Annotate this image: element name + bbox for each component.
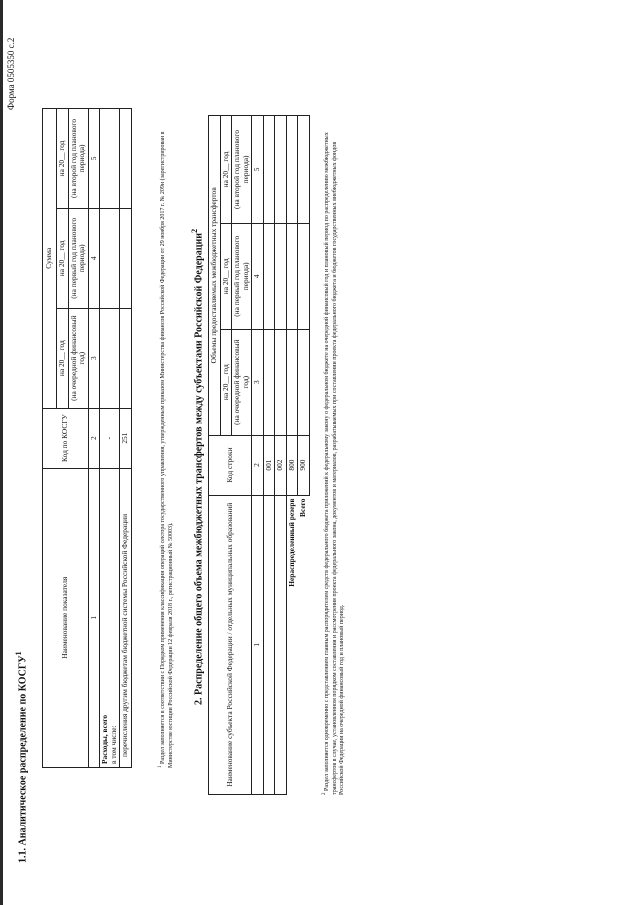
cell-total-1[interactable] <box>100 308 120 408</box>
value-cell[interactable] <box>263 116 275 224</box>
cell-transfer-3[interactable] <box>120 109 132 209</box>
reserve-label: Нераспределенный резерв <box>286 495 298 794</box>
footnote-2: $^2$ Раздел заполняется одновременно с представлением главным распорядителем средств федерального бюджета приложений к федеральному закону о федеральном бюджете на очередной финансовый год и плановый период по распределению межбюджетных трансфертов в случае, установленном порядком составления и рассмотрения проекта федерального закона, документов и материалов, разрабатываемых при составлении проекта федерального бюджета и бюджетов государственных внебюджетных фондов Российской Федерации на очередной финансовый год и плановый период. <box>322 132 345 795</box>
row-total <box>100 109 120 768</box>
row-code: 002 <box>275 435 287 495</box>
form-code: Форма 0505350 с.2 <box>6 37 16 110</box>
s2-colnum-5: 5 <box>252 116 264 224</box>
total-cell-2[interactable] <box>298 223 310 329</box>
s2-col-year3-note: (на второй год планового периода) <box>232 116 252 224</box>
s2-col-year3-header: на 20__ год <box>220 116 232 224</box>
col-year2-note: (на первый год планового периода) <box>68 208 88 308</box>
colnum-2: 2 <box>88 408 100 468</box>
col-volume-header: Объемы предоставляемых межбюджетных трансфертов <box>209 116 221 436</box>
col-year2-header: на 20__ год <box>57 208 69 308</box>
col-kosgu-header: Код по КОСГУ <box>43 408 89 468</box>
s2-col-year2-header: на 20__ год <box>220 223 232 329</box>
total-cell-1[interactable] <box>298 329 310 435</box>
reserve-cell-1[interactable] <box>286 329 298 435</box>
table-row <box>275 116 287 795</box>
col-year3-note: (на второй год планового периода) <box>68 109 88 209</box>
value-cell[interactable] <box>263 223 275 329</box>
col-sum-header: Сумма <box>43 109 57 409</box>
reserve-cell-2[interactable] <box>286 223 298 329</box>
colnum-4: 4 <box>88 208 100 308</box>
s2-col-year1-header: на 20__ год <box>220 329 232 435</box>
col-name-header: Наименование показателя <box>43 468 89 767</box>
colnum-5: 5 <box>88 109 100 209</box>
transfers-table <box>208 115 310 795</box>
total-label: Всего <box>298 498 308 517</box>
cell-total-2[interactable] <box>100 208 120 308</box>
row-total-code: - <box>100 408 120 468</box>
row-transfer-label: перечисления другим бюджетам бюджетной системы Российской Федерации <box>120 468 132 767</box>
col-subject-header: Наименование субъекта Российской Федерации / отдельных муниципальных образований <box>209 495 252 794</box>
col-year1-note: (на очередной финансовый год) <box>68 308 88 408</box>
table-row <box>263 116 275 795</box>
s2-colnum-4: 4 <box>252 223 264 329</box>
subject-cell[interactable] <box>275 495 287 794</box>
value-cell[interactable] <box>275 116 287 224</box>
value-cell[interactable] <box>263 329 275 435</box>
s2-col-year2-note: (на первый год планового периода) <box>232 223 252 329</box>
total-code: 900 <box>298 435 310 495</box>
cell-transfer-1[interactable] <box>120 308 132 408</box>
section2-title: 2. Распределение общего объема межбюджетных трансфертов между субъектами Российской Федерации$^2$ <box>190 228 205 705</box>
col-code-header: Код строки <box>209 435 252 495</box>
total-cell-3[interactable] <box>298 116 310 224</box>
section1-title: 1.1. Аналитическое распределение по КОСГУ$^1$ <box>14 651 29 863</box>
footnote-1: $^1$ Раздел заполняется в соответствии с Порядком применения классификации операций сектора государственного управления, утвержденным приказом Министерства финансов Российской Федерации от 29 ноября 2017 г. № 209н (зарегистрирован в Министерстве юстиции Российской Федерации 12 февраля 2018 г., регистрационный № 50003). <box>158 131 174 768</box>
value-cell[interactable] <box>275 329 287 435</box>
colnum-1: 1 <box>88 468 100 767</box>
col-year3-header: на 20__ год <box>57 109 69 209</box>
reserve-code: 800 <box>286 435 298 495</box>
s2-colnum-3: 3 <box>252 329 264 435</box>
kosgu-table <box>42 108 132 768</box>
cell-total-3[interactable] <box>100 109 120 209</box>
s2-colnum-1: 1 <box>252 495 264 794</box>
row-grand-total <box>298 116 310 795</box>
row-reserve <box>286 116 298 795</box>
reserve-cell-3[interactable] <box>286 116 298 224</box>
row-code: 001 <box>263 435 275 495</box>
row-total-label: Расходы, всего в том числе: <box>100 468 120 767</box>
s2-colnum-2: 2 <box>252 435 264 495</box>
value-cell[interactable] <box>275 223 287 329</box>
subject-cell[interactable] <box>263 495 275 794</box>
colnum-3: 3 <box>88 308 100 408</box>
row-transfer-code: 251 <box>120 408 132 468</box>
s2-col-year1-note: (на очередной финансовый год) <box>232 329 252 435</box>
col-year1-header: на 20__ год <box>57 308 69 408</box>
row-transfer <box>120 109 132 768</box>
cell-transfer-2[interactable] <box>120 208 132 308</box>
